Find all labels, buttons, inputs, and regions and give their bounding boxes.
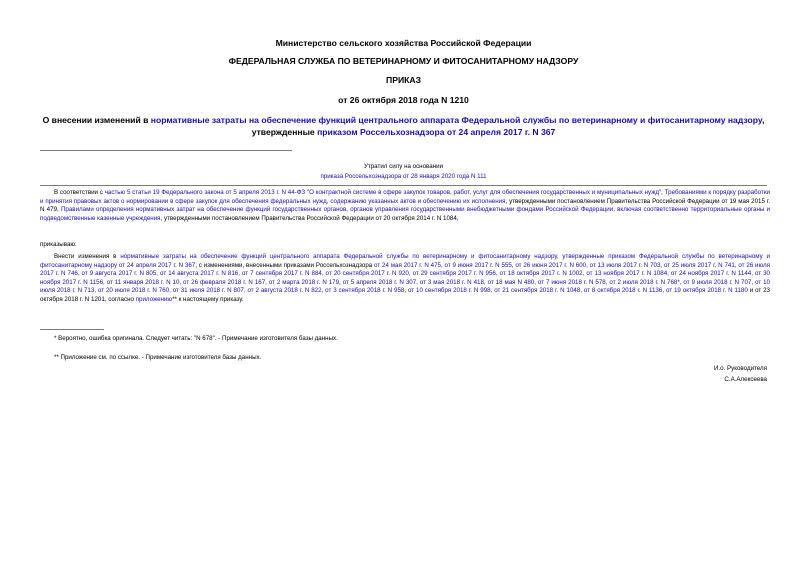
title-link-norms[interactable]: нормативные затраты на обеспечение функций центрального аппарата Федеральной службы по ветеринарному и фитосанитарному надзору (150, 115, 762, 125)
status-line: Утратил силу на основании (363, 163, 444, 170)
p3-text-a: Внести изменения в (54, 253, 121, 260)
footnote-divider (40, 329, 104, 330)
p3-text-d: ** к настоящему приказу. (172, 295, 244, 303)
p3-link-norms[interactable]: нормативные затраты на обеспечение функций центрального аппарата Федеральной службы по ветеринарному и фитосанитарному надзору, утвержденные приказом Федеральной службы по ветеринарному и фитосанитарному надзору от 24 апреля 2017 г. N 367 (40, 253, 770, 269)
body-paragraph-1 (40, 189, 770, 223)
p1-link-law[interactable]: частью 5 статьи 19 Федерального закона от 5 апреля 2013 г. N 44-ФЗ "О контрактной системе в сфере закупок товаров, работ, услуг для обеспечения государственных и муниципальных нужд" (104, 189, 662, 196)
p1-link-requirements[interactable]: Требованиями к порядку разработки и принятия правовых актов о нормировании в сфере закупок для обеспечения федеральных нужд, содержанию указанных актов и обеспечению их исполнения (40, 189, 770, 205)
p3-link-amendments[interactable]: от 24 мая 2017 г. N 475, от 9 июня 2017 г. N 555, от 26 июня 2017 г. N 600, от 13 июля 2017 г. N 703, от 25 июля 2017 г. N 741, от 26 июля 2017 г. N 746, от 9 августа 2017 г. N 805, от 14 августа 2017 г. N 816, от 7 сентября 2017 г. N 884, от 20 сентября 2017 г. N 920, от 29 сентября 2017 г. N 956, от 18 октября 2017 г. N 1002, от 13 ноября 2017 г. N 1084, от 24 ноября 2017 г. N 1144, от 30 ноября 2017 г. N 1156, от 11 января 2018 г. N 10, от 26 февраля 2018 г. N 167, от 2 марта 2018 г. N 179, от 5 апреля 2018 г. N 307, от 3 мая 2018 г. N 418, от 18 мая N 480, от 7 июня 2018 г. N 578, от 2 июля 2018 г. N 768*, от 9 июля 2018 г. N 707, от 10 июля 2018 г. N 713, от 20 июля 2018 г. N 760, от 31 июля 2018 г. N 807, от 2 августа 2018 г. N 822, от 3 сентября 2018 г. N 958, от 10 сентября 2018 г. N 998, от 21 сентября 2018 г. N 1048, от 8 октября 2018 г. N 1136, от 19 октября 2018 г. N 1180 (40, 261, 770, 295)
status-link-wrap (40, 172, 767, 182)
p1-link-rules[interactable]: Правилами определения нормативных затрат на обеспечение функций государственных органов, органов управления государственными внебюджетными фондами Российской Федерации, включая соответственно территориальные органы и подведомственные казенные учреждения (40, 206, 771, 222)
title-link-order[interactable]: приказом Россельхознадзора от 24 апреля 2017 г. N 367 (317, 127, 556, 137)
title-prefix: О внесении изменений в (42, 115, 151, 125)
p1-text-a: В соответствии с (54, 189, 105, 196)
footnote-2: ** Приложение см. по ссылке. - Примечание изготовителя базы данных. (54, 354, 262, 361)
top-divider (40, 150, 292, 151)
status-link[interactable]: приказа Россельхознадзора от 28 января 2020 года N 111 (320, 173, 487, 180)
doc-type: ПРИКАЗ (386, 75, 421, 85)
service-name: ФЕДЕРАЛЬНАЯ СЛУЖБА ПО ВЕТЕРИНАРНОМУ И ФИТОСАНИТАРНОМУ НАДЗОРУ (228, 56, 579, 66)
footnote-1: * Вероятно, ошибка оригинала. Следует читать: "N 678". - Примечание изготовителя базы данных. (54, 335, 338, 342)
doc-date-number: от 26 октября 2018 года N 1210 (338, 95, 469, 105)
p1-text-b: , (661, 189, 665, 196)
doc-title (40, 114, 767, 138)
title-middle: , утвержденные (251, 115, 765, 137)
signatory-name: С.А.Алексеева (724, 376, 767, 383)
p1-text-c: , утвержденными постановлением Правительства Российской Федерации от 19 мая 2015 г. N 479, (40, 197, 770, 214)
status-divider (40, 185, 767, 186)
ministry-name: Министерство сельского хозяйства Российской Федерации (275, 38, 532, 48)
p3-text-b: , с изменениями, внесенными приказами Россельхознадзора (195, 261, 375, 269)
body-paragraph-3 (40, 253, 770, 305)
p3-link-appendix[interactable]: приложению (135, 295, 173, 303)
signatory-position: И.о. Руководителя (713, 365, 767, 372)
p3-text-c: и от 23 октября 2018 г. N 1201, согласно (40, 287, 771, 303)
p1-text-d: , утвержденными постановлением Правительства Российской Федерации от 20 октября 2014 г. N 1084, (160, 214, 459, 222)
body-paragraph-2: приказываю: (40, 241, 77, 248)
